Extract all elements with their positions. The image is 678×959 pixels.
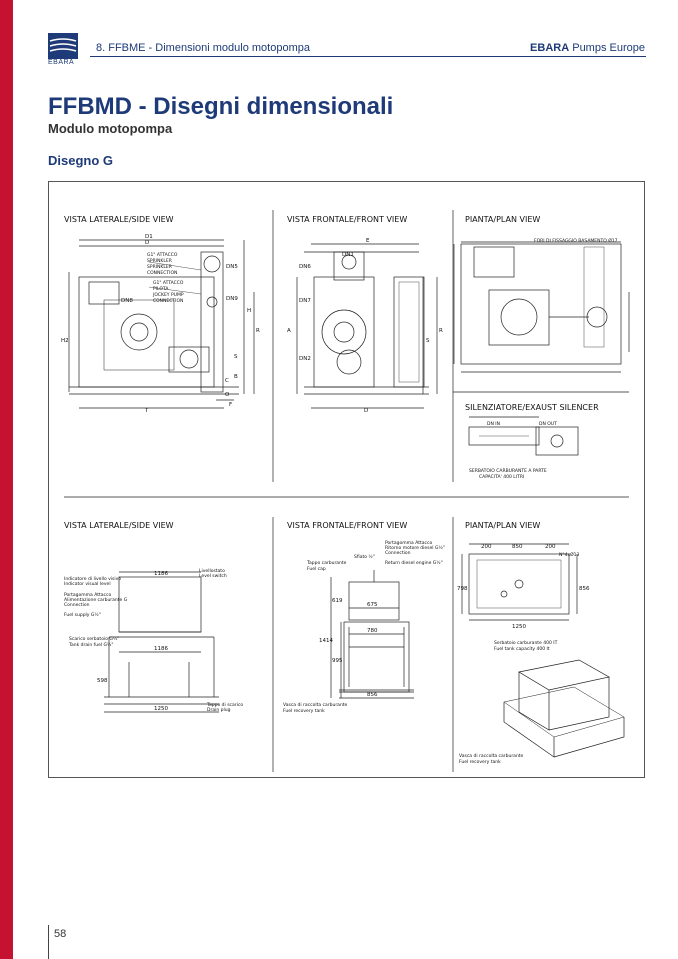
dim-dn5: DN5 xyxy=(226,264,238,270)
dim-front-995: 995 xyxy=(332,658,343,664)
technical-drawing xyxy=(49,182,644,777)
logo-text: EBARA xyxy=(48,59,75,66)
top-plan-view-title: PIANTA/PLAN VIEW xyxy=(465,215,541,224)
tank-drain-1: Scarico serbatoio G½" xyxy=(69,637,120,642)
dim-dn6: DN6 xyxy=(299,264,311,270)
top-side-view-title: VISTA LATERALE/SIDE VIEW xyxy=(64,215,174,224)
fuel-tank-1: Serbatoio carburante 400 IT xyxy=(494,641,558,646)
top-front-view-title: VISTA FRONTALE/FRONT VIEW xyxy=(287,215,408,224)
silencer-title: SILENZIATORE/EXAUST SILENCER xyxy=(465,403,599,412)
pilot-note-3: JOCKEY PUMP xyxy=(153,293,184,298)
fuel-supply-4: Fuel supply G½" xyxy=(64,613,101,618)
recovery-tank-1: Vasca di raccolta carburante xyxy=(283,703,348,708)
return-2: Ritorno motore diesel G½" xyxy=(385,546,445,551)
silencer-in: DN IN xyxy=(487,422,500,427)
page-number-rule xyxy=(48,925,49,959)
chapter-title: 8. FFBME - Dimensioni modulo motopompa xyxy=(96,42,310,54)
sprinkler-note-1: G1" ATTACCO xyxy=(147,253,178,258)
dim-front-675: 675 xyxy=(367,602,378,608)
fuel-supply-1: Portagomma Attacco xyxy=(64,593,112,598)
sprinkler-note-2: SPRINKLER xyxy=(147,259,172,264)
page-title: FFBMD - Disegni dimensionali xyxy=(48,93,394,120)
page-number: 58 xyxy=(54,928,67,940)
drain-plug-1: Tappo di scarico xyxy=(207,703,244,708)
tank-note-1: SERBATOIO CARBURANTE A PARTE xyxy=(469,469,547,474)
drain-plug-2: Drain plug xyxy=(207,708,231,713)
dim-s: S xyxy=(234,354,238,360)
dim-dn1: DN1 xyxy=(342,252,354,258)
dim-r-front: R xyxy=(439,328,443,334)
return-1: Portagomma Attacco xyxy=(385,541,433,546)
pilot-note-4: CONNECTION xyxy=(153,299,184,304)
plan-recovery-2: Fuel recovery tank xyxy=(459,760,501,765)
level-switch-1: Livellostato xyxy=(199,569,225,574)
drawing-frame xyxy=(48,181,645,778)
dim-s-front: S xyxy=(426,338,430,344)
dim-plan-798: 798 xyxy=(457,586,468,592)
dim-plan-856: 856 xyxy=(579,586,590,592)
dim-front-1414: 1414 xyxy=(319,638,333,644)
indicator-2: Indicator visual level xyxy=(64,582,111,587)
dim-a: A xyxy=(287,328,291,334)
dim-plan-200-b: 200 xyxy=(545,544,556,550)
dim-dn2: DN2 xyxy=(299,356,311,362)
dim-side-1186-a: 1186 xyxy=(154,571,168,577)
return-3: Connection xyxy=(385,551,411,556)
dim-d1: D1 xyxy=(145,234,153,240)
dim-h2: H2 xyxy=(61,338,69,344)
fuel-supply-3: Connection xyxy=(64,603,90,608)
page-edge-bar xyxy=(0,0,13,959)
plan-recovery-1: Vasca di raccolta carburante xyxy=(459,754,524,759)
sprinkler-note-4: CONNECTION xyxy=(147,271,178,276)
return-4: Return diesel engine G½" xyxy=(385,561,443,566)
bottom-front-view-title: VISTA FRONTALE/FRONT VIEW xyxy=(287,521,408,530)
holes-note: N°4xØ13 xyxy=(559,553,580,558)
header-rule xyxy=(90,56,646,57)
indicator-1: Indicatore di livello visivo xyxy=(64,577,122,582)
dim-c: C xyxy=(225,378,229,384)
dim-side-1186-b: 1186 xyxy=(154,646,168,652)
fuel-tank-2: Fuel tank capacity 400 lt xyxy=(494,647,550,652)
tank-note-2: CAPACITA' 400 LITRI xyxy=(479,475,525,480)
pilot-note-2: PILOTA xyxy=(153,287,169,292)
bottom-side-view-title: VISTA LATERALE/SIDE VIEW xyxy=(64,521,174,530)
recovery-tank-2: Fuel recovery tank xyxy=(283,709,325,714)
dim-t: T xyxy=(145,408,149,414)
bottom-plan-view-title: PIANTA/PLAN VIEW xyxy=(465,521,541,530)
silencer-out: DN OUT xyxy=(539,422,557,427)
dim-h: H xyxy=(247,308,252,314)
fuel-cap-2: Fuel cap xyxy=(307,567,326,572)
vent-note: Sfiato ½" xyxy=(354,555,375,560)
pilot-note-1: G1" ATTACCO xyxy=(153,281,184,286)
dim-f: F xyxy=(229,402,233,408)
dim-dn9: DN9 xyxy=(226,296,238,302)
dim-e: E xyxy=(366,238,370,244)
section-title: Disegno G xyxy=(48,153,114,168)
page-subtitle: Modulo motopompa xyxy=(48,121,173,136)
level-switch-2: Level switch xyxy=(199,574,227,579)
plan-holes-note: FORI DI FISSAGGIO BASAMENTO Ø17 xyxy=(534,239,618,244)
dim-plan-1250: 1250 xyxy=(512,624,526,630)
dim-dn7: DN7 xyxy=(299,298,311,304)
sprinkler-note-3: SPRINKLER xyxy=(147,265,172,270)
dim-front-780: 780 xyxy=(367,628,378,634)
dim-d-front: D xyxy=(364,408,369,414)
dim-dn8: DN8 xyxy=(121,298,133,304)
brand-name: EBARA Pumps Europe xyxy=(530,42,645,54)
dim-r: R xyxy=(256,328,260,334)
dim-plan-200-a: 200 xyxy=(481,544,492,550)
dim-front-856: 856 xyxy=(367,692,378,698)
tank-drain-2: Tank drain fuel G½" xyxy=(69,643,114,648)
dim-side-598: 598 xyxy=(97,678,108,684)
dim-o: O xyxy=(225,392,230,398)
fuel-supply-2: Alimentazione carburante G xyxy=(64,598,128,603)
dim-d: D xyxy=(145,240,150,246)
fuel-cap-1: Tappo carburante xyxy=(307,561,347,566)
dim-side-1250: 1250 xyxy=(154,706,168,712)
dim-front-619: 619 xyxy=(332,598,343,604)
dim-b: B xyxy=(234,374,238,380)
dim-plan-850: 850 xyxy=(512,544,523,550)
